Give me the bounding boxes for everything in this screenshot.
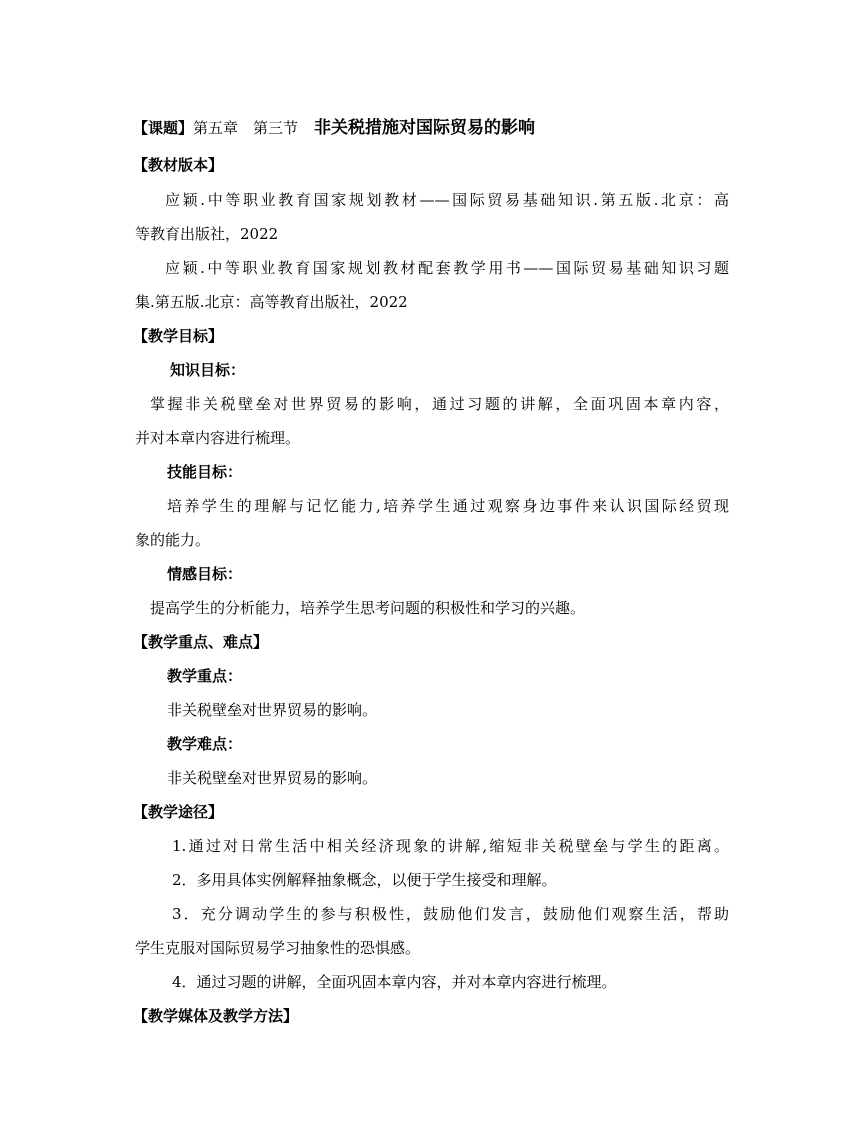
key-points-heading: 【教学重点、难点】 [133,633,269,651]
approach-item-1: 1.通过对日常生活中相关经济现象的讲解,缩短非关税壁垒与学生的距离。 [172,837,729,855]
approach-heading: 【教学途径】 [133,803,224,821]
approach-item-3-line2: 学生克服对国际贸易学习抽象性的恐惧感。 [135,939,421,957]
textbook-ref1-line2: 等教育出版社，2022 [135,225,279,243]
skill-objective-line2: 象的能力。 [135,531,211,549]
knowledge-objective-label: 知识目标： [170,361,246,379]
objectives-heading: 【教学目标】 [133,327,224,345]
title-bracket-label: 【课题】 [133,119,194,137]
teaching-difficulty-label: 教学难点： [167,735,243,753]
textbook-ref2-line1: 应颖.中等职业教育国家规划教材配套教学用书——国际贸易基础知识习题 [165,259,729,277]
teaching-difficulty-text: 非关税壁垒对世界贸易的影响。 [167,769,378,787]
emotion-objective-line1: 提高学生的分析能力，培养学生思考问题的积极性和学习的兴趣。 [150,599,586,617]
media-methods-heading: 【教学媒体及教学方法】 [133,1007,299,1025]
teaching-focus-text: 非关税壁垒对世界贸易的影响。 [167,701,378,719]
approach-item-2: 2．多用具体实例解释抽象概念，以便于学生接受和理解。 [172,871,557,889]
textbook-ref1-line1: 应颖.中等职业教育国家规划教材——国际贸易基础知识.第五版.北京：高 [165,191,729,209]
skill-objective-label: 技能目标： [167,463,243,481]
textbook-ref2-line2: 集.第五版.北京：高等教育出版社，2022 [135,293,408,311]
approach-item-3-line1: 3．充分调动学生的参与积极性，鼓励他们发言，鼓励他们观察生活，帮助 [172,905,729,923]
knowledge-objective-line2: 并对本章内容进行梳理。 [135,429,301,447]
approach-item-4: 4．通过习题的讲解，全面巩固本章内容，并对本章内容进行梳理。 [172,973,617,991]
skill-objective-line1: 培养学生的理解与记忆能力,培养学生通过观察身边事件来认识国际经贸现 [167,497,729,515]
lesson-title [133,118,535,138]
title-topic: 非关税措施对国际贸易的影响 [314,118,536,138]
knowledge-objective-line1: 掌握非关税壁垒对世界贸易的影响，通过习题的讲解，全面巩固本章内容， [150,395,729,413]
teaching-focus-label: 教学重点： [167,667,243,685]
title-chapter: 第五章 第三节 [193,119,299,137]
emotion-objective-label: 情感目标： [167,565,243,583]
textbook-heading: 【教材版本】 [133,156,224,174]
